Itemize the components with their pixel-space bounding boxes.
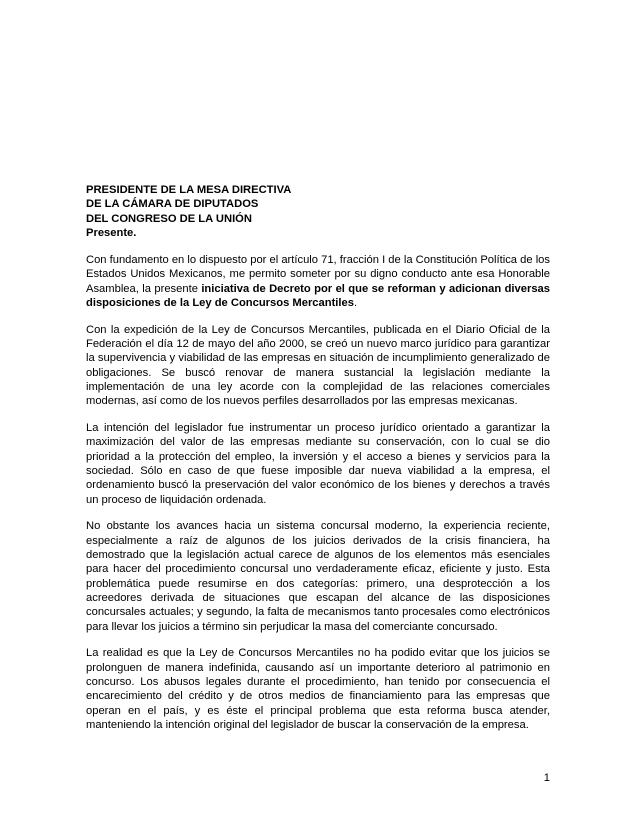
salutation: Presente.: [86, 226, 137, 239]
paragraph: La intención del legislador fue instrumentar un proceso jurídico orientado a garantizar la maximización del valor de las empresas mediante su conservación, con lo cual se dio prioridad a la protección del empleo, la inversión y el acceso a bienes y servicios para la sociedad. Sólo en caso de que fuese imposible dar nueva viabilidad a la empresa, el ordenamiento buscó la preservación del valor económico de los bienes y derechos a través un proceso de liquidación ordenada.: [86, 422, 550, 506]
addressee-line: DE LA CÁMARA DE DIPUTADOS: [86, 198, 259, 211]
paragraph-intro: [86, 253, 550, 310]
initiative-title: iniciativa de Decreto por el que se reforman y adicionan diversas disposiciones de la Ley de Concursos Mercantiles: [86, 282, 550, 310]
paragraph: Con la expedición de la Ley de Concursos Mercantiles, publicada en el Diario Oficial de la Federación el día 12 de mayo del año 2000, se creó un nuevo marco jurídico para garantizar la supervivencia y viabilidad de las empresas en situación de incumplimiento generalizado de obligaciones. Se buscó renovar de manera sustancial la legislación mediante la implementación de una ley acorde con la complejidad de las relaciones comerciales modernas, así como de los nuevos perfiles desarrollados por las empresas mexicanas.: [86, 323, 550, 408]
paragraph: La realidad es que la Ley de Concursos Mercantiles no ha podido evitar que los juicios se prolonguen de manera indefinida, causando así un importante deterioro al patrimonio en concurso. Los abusos legales durante el procedimiento, han tenido por consecuencia el encarecimiento del crédito y de otros medios de financiamiento para las empresas que operan en el país, y es éste el principal problema que esta reforma busca atender, manteniendo la intención original del legislador de buscar la conservación de la empresa.: [86, 647, 550, 731]
addressee-line: DEL CONGRESO DE LA UNIÓN: [86, 212, 252, 225]
addressee-line: PRESIDENTE DE LA MESA DIRECTIVA: [86, 184, 292, 196]
paragraph-intro-end: .: [353, 297, 358, 310]
paragraph-intro-text: Con fundamento en lo dispuesto por el artículo 71, fracción I de la Constitución Política de los Estados Unidos Mexicanos, me permito someter por su digno conducto ante esa Honorable Asamblea, la presente: [86, 254, 550, 295]
document-page: [86, 183, 550, 732]
paragraph: No obstante los avances hacia un sistema concursal moderno, la experiencia reciente, especialmente a raíz de algunos de los juicios derivados de la crisis financiera, ha demostrado que la legislación actual carece de algunos de los elementos más esenciales para hacer del procedimiento concursal uno verdaderamente eficaz, eficiente y justo. Esta problemática puede resumirse en dos categorías: primero, una desprotección a los acreedores derivada de situaciones que escapan del alcance de las disposiciones concursales actuales; y segundo, la falta de mecanismos tanto procesales como electrónicos para llevar los juicios a término sin perjudicar la masa del comerciante concursado.: [86, 520, 550, 633]
page-number: 1: [543, 772, 550, 784]
addressee-block: [86, 183, 550, 240]
